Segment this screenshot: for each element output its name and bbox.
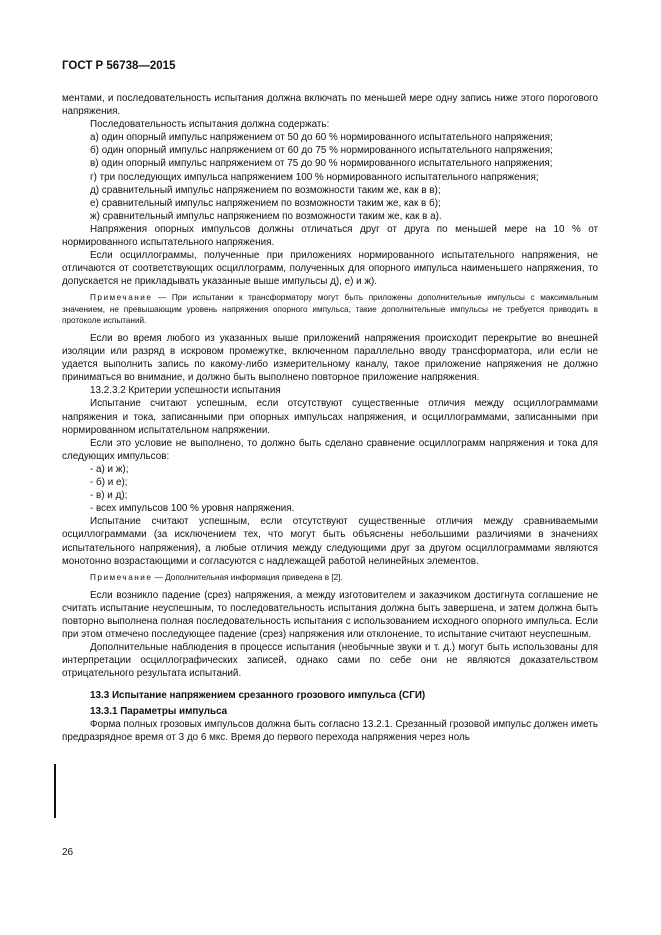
note-text: — При испытании к трансформатору могут быть приложены дополнительные импульсы с максимальным значением, не превышающим уровень напряжения опорного импульса, такие дополнительные импульсы не требуется приводить в протоколе испытаний. xyxy=(62,293,598,325)
list-item: - б) и е); xyxy=(90,477,128,489)
paragraph: ментами, и последовательность испытания должна включать по меньшей мере одну запись ниже этого порогового напряжения. xyxy=(62,93,598,118)
subsection-title: 13.2.3.2 Критерии успешности испытания xyxy=(90,385,281,397)
document-body xyxy=(62,92,598,744)
list-item: в) один опорный импульс напряжением от 75 до 90 % нормированного испытательного напряжения; xyxy=(90,158,553,170)
paragraph: Форма полных грозовых импульсов должна быть согласно 13.2.1. Срезанный грозовой импульс должен иметь предразрядное время от 3 до 6 мкс. Время до первого перехода напряжения через ноль xyxy=(62,718,598,743)
paragraph: Дополнительные наблюдения в процессе испытания (необычные звуки и т. д.) могут быть использованы для интерпретации осциллографических записей, однако сами по себе они не являются доказательством отрицательного результата испытаний. xyxy=(62,642,598,680)
note xyxy=(62,572,598,583)
list-item: - а) и ж); xyxy=(90,463,129,475)
list-item: б) один опорный импульс напряжением от 60 до 75 % нормированного испытательного напряжения; xyxy=(90,145,553,157)
list-item: - в) и д); xyxy=(90,490,128,502)
paragraph: Если осциллограммы, полученные при приложениях нормированного испытательного напряжения, не отличаются от соответствующих осциллограмм, полученных для опорного импульса наименьшего напряжения, то допускается не прикладывать указанные выше импульсы д), е) и ж). xyxy=(62,250,598,288)
note-text: — Дополнительная информация приведена в [2]. xyxy=(152,572,343,582)
paragraph: Испытание считают успешным, если отсутствуют существенные отличия между осциллограммами напряжения и тока, записанными при опорных импульсах напряжения, и осциллограммами, записанными при нормированном испытательном напряжении. xyxy=(62,398,598,436)
list-item: - всех импульсов 100 % уровня напряжения. xyxy=(90,503,295,515)
page-number: 26 xyxy=(62,847,74,858)
section-heading: 13.3 Испытание напряжением срезанного грозового импульса (СГИ) xyxy=(90,689,426,701)
paragraph: Напряжения опорных импульсов должны отличаться друг от друга по меньшей мере на 10 % от нормированного испытательного напряжения. xyxy=(62,223,598,249)
paragraph: Если возникло падение (срез) напряжения, а между изготовителем и заказчиком достигнута соглашение не считать испытание неуспешным, то последовательность испытания должна быть завершена, и затем должна быть повторно выполнена полная последовательность испытания с использованием исходного опорного импульса. Если при этом отмечено последующее падение (срез) напряжения или отклонение, то испытание считают неуспешным. xyxy=(62,589,598,641)
list-item: ж) сравнительный импульс напряжением по возможности таким же, как в а). xyxy=(90,210,442,222)
note xyxy=(62,292,598,326)
list-item: а) один опорный импульс напряжением от 50 до 60 % нормированного испытательного напряжения; xyxy=(90,132,553,144)
list-item: е) сравнительный импульс напряжением по возможности таким же, как в б); xyxy=(90,197,441,209)
paragraph: Если во время любого из указанных выше приложений напряжения происходит перекрытие во внешней изоляции или разряд в искровом промежутке, включенном параллельно вводу трансформатора, или если не удается выполнить запись по какому-либо измерительному каналу, такое приложение напряжения не должно приниматься во внимание, и должно быть выполнено повторное приложение напряжения. xyxy=(62,333,598,384)
paragraph: Последовательность испытания должна содержать: xyxy=(90,119,330,131)
subsection-heading: 13.3.1 Параметры импульса xyxy=(90,705,228,717)
document-header: ГОСТ Р 56738—2015 xyxy=(62,60,176,72)
list-item: д) сравнительный импульс напряжением по возможности таким же, как в в); xyxy=(90,184,441,196)
paragraph: Если это условие не выполнено, то должно быть сделано сравнение осциллограмм напряжения и тока для следующих импульсов: xyxy=(62,437,598,462)
note-label: Примечание xyxy=(90,293,153,303)
change-bar xyxy=(54,764,56,818)
paragraph: Испытание считают успешным, если отсутствуют существенные отличия между сравниваемыми осциллограммами (за исключением тех, что могут быть объяснены небольшими различиями в значениях испытательного напряжения), а любые отличия между следующими друг за другом осциллограммами являются монотонно возрастающими и согласуются с надлежащей работой нелинейных элементов. xyxy=(62,516,598,567)
note-label: Примечание xyxy=(90,572,153,582)
list-item: г) три последующих импульса напряжением 100 % нормированного испытательного напряжения; xyxy=(90,171,539,183)
